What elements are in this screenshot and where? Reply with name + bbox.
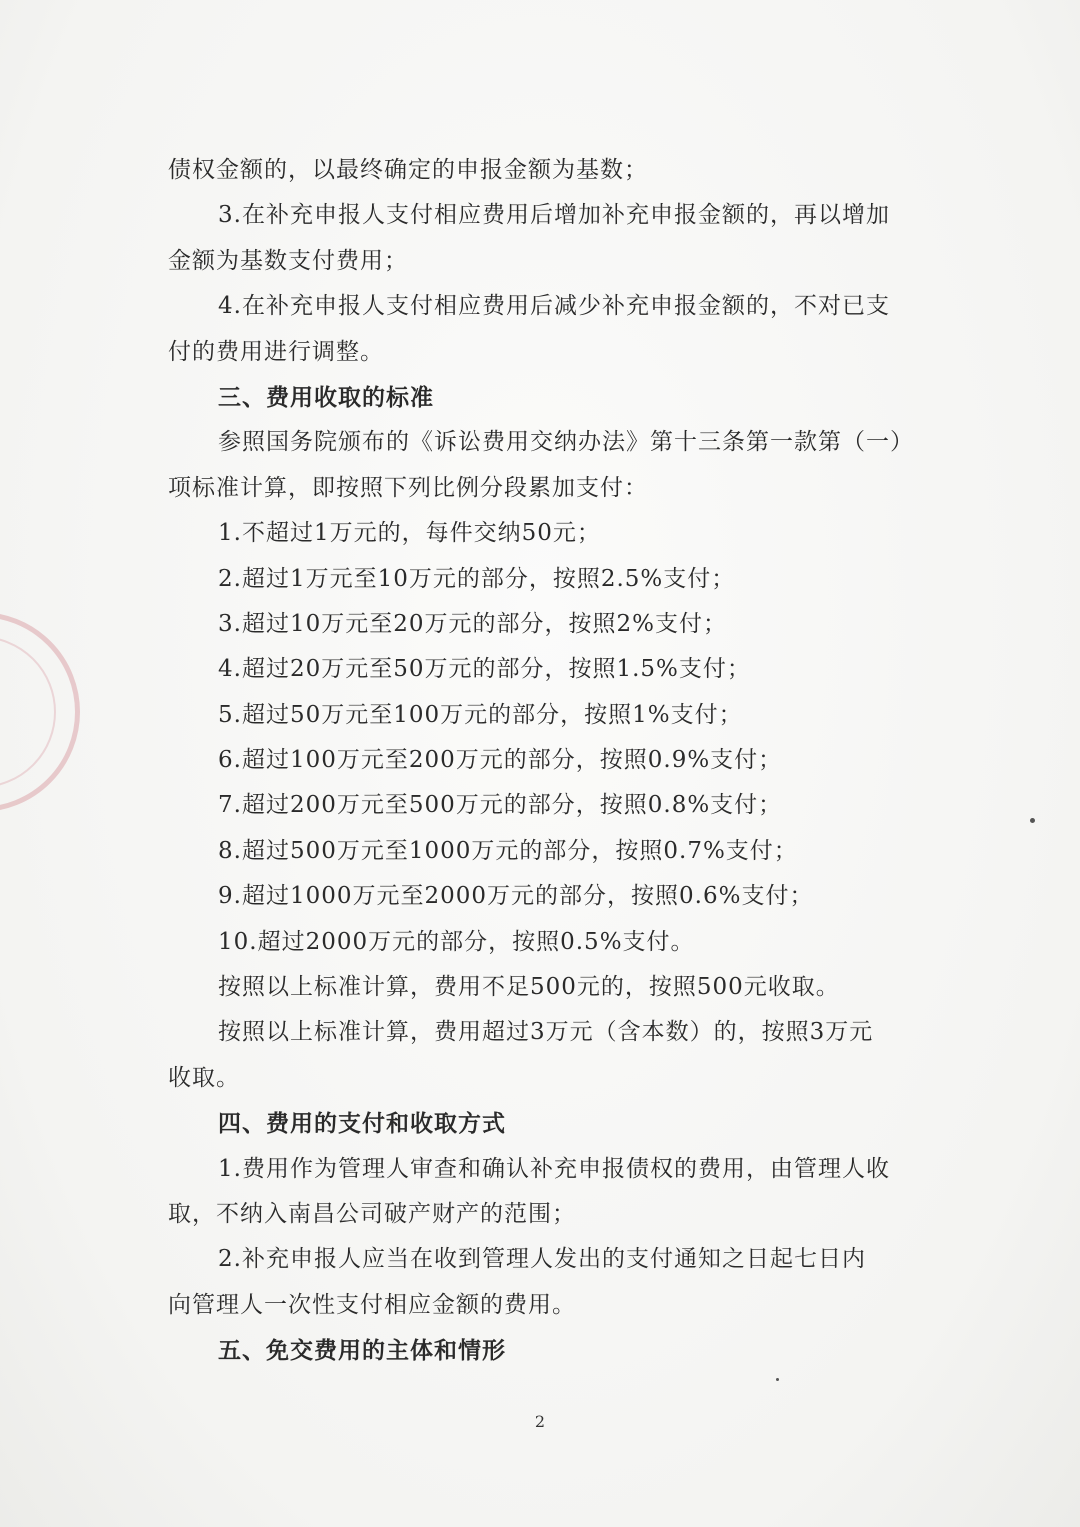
section-heading-5: 五、免交费用的主体和情形 (218, 1337, 506, 1365)
list-item-2: 2.补充申报人应当在收到管理人发出的支付通知之日起七日内 (218, 1246, 866, 1273)
body-line: 取，不纳入南昌公司破产财产的范围； (168, 1200, 576, 1227)
paragraph-line: 参照国务院颁布的《诉讼费用交纳办法》第十三条第一款第（一） (218, 429, 914, 456)
body-line: 向管理人一次性支付相应金额的费用。 (168, 1291, 576, 1318)
body-line: 金额为基数支付费用； (168, 247, 408, 274)
page-number: 2 (534, 1412, 546, 1431)
paragraph-line: 收取。 (168, 1064, 240, 1091)
rate-item-1: 1.不超过1万元的，每件交纳50元； (218, 520, 601, 547)
list-item-3: 3.在补充申报人支付相应费用后增加补充申报金额的，再以增加 (218, 202, 890, 229)
scan-speck (1030, 818, 1035, 823)
rate-item-4: 4.超过20万元至50万元的部分，按照1.5%支付； (218, 656, 751, 683)
rate-item-3: 3.超过10万元至20万元的部分，按照2%支付； (218, 610, 727, 637)
rate-item-7: 7.超过200万元至500万元的部分，按照0.8%支付； (218, 792, 783, 819)
section-heading-4: 四、费用的支付和收取方式 (218, 1110, 506, 1138)
document-body (168, 148, 920, 1374)
paragraph-line: 按照以上标准计算，费用不足500元的，按照500元收取。 (218, 974, 840, 1001)
list-item-4: 4.在补充申报人支付相应费用后减少补充申报金额的，不对已支 (218, 293, 890, 320)
paragraph-line: 项标准计算，即按照下列比例分段累加支付： (168, 474, 648, 501)
list-item-1: 1.费用作为管理人审查和确认补充申报债权的费用，由管理人收 (218, 1155, 890, 1182)
rate-item-9: 9.超过1000万元至2000万元的部分，按照0.6%支付； (218, 883, 814, 910)
body-line: 债权金额的，以最终确定的申报金额为基数； (168, 157, 648, 183)
section-heading-3: 三、费用收取的标准 (218, 383, 434, 411)
scan-speck (776, 1378, 779, 1381)
rate-item-10: 10.超过2000万元的部分，按照0.5%支付。 (218, 928, 695, 955)
body-line: 付的费用进行调整。 (168, 338, 384, 365)
rate-item-8: 8.超过500万元至1000万元的部分，按照0.7%支付； (218, 837, 798, 864)
rate-item-2: 2.超过1万元至10万元的部分，按照2.5%支付； (218, 565, 736, 592)
rate-item-5: 5.超过50万元至100万元的部分，按照1%支付； (218, 701, 743, 728)
rate-item-6: 6.超过100万元至200万元的部分，按照0.9%支付； (218, 747, 783, 774)
paragraph-line: 按照以上标准计算，费用超过3万元（含本数）的，按照3万元 (218, 1019, 874, 1046)
